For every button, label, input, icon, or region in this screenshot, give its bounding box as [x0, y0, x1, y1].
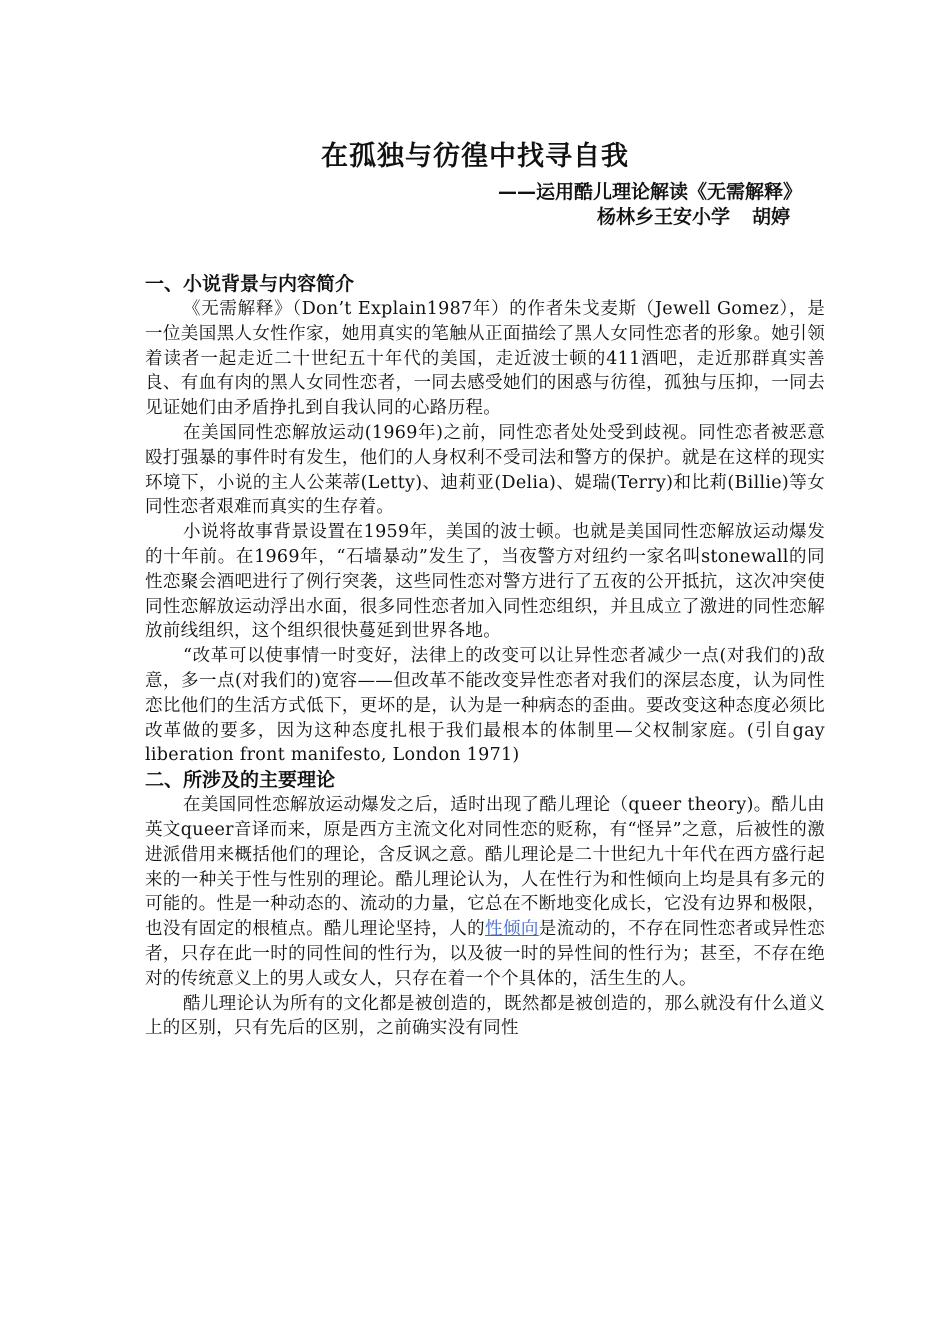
section-heading-1: 一、小说背景与内容简介 [145, 273, 355, 295]
paragraph: 小说将故事背景设置在1959年，美国的波士顿。也就是美国同性恋解放运动爆发的十年前。在1969年，“石墙暴动”发生了，当夜警方对纽约一家名叫stonewall的同性恋聚会酒吧进行了例行突袭，这些同性恋对警方进行了五夜的公开抵抗，这次冲突使同性恋解放运动浮出水面，很多同性恋者加入同性恋组织，并且成立了激进的同性恋解放前线组织，这个组织很快蔓延到世界各地。 [145, 522, 825, 642]
paragraph: “改革可以使事情一时变好，法律上的改变可以让异性恋者减少一点(对我们的)敌意，多一点(对我们的)宽容——但改革不能改变异性恋者对我们的深层态度，认为同性恋比他们的生活方式低下，更坏的是，认为是一种病态的歪曲。要改变这种态度必须比改革做的要多，因为这种态度扎根于我们最根本的体制里—父权制家庭。(引自gay liberation front manifesto, London 1971) [145, 646, 825, 766]
paragraph: 酷儿理论认为所有的文化都是被创造的，既然都是被创造的，那么就没有什么道义上的区别，只有先后的区别，之前确实没有同性 [145, 993, 825, 1039]
paragraph-text: 是流动的，不存在同性恋者或异性恋者，只存在此一时的同性间的性行为，以及彼一时的异性间的性行为；甚至，不存在绝对的传统意义上的男人或女人，只存在着一个个具体的，活生生的人。 [145, 919, 825, 989]
sexual-orientation-link[interactable]: 性倾向 [485, 919, 539, 940]
author-school: 杨林乡王安小学 [596, 206, 730, 228]
section-heading-2: 二、所涉及的主要理论 [145, 769, 336, 792]
paragraph-text: 在美国同性恋解放运动爆发之后，适时出现了酷儿理论（queer theory)。酷儿由英文queer音译而来，原是西方主流文化对同性恋的贬称，有“怪异”之意，后被性的激进派借用来概括他们的理论，含反讽之意。酷儿理论是二十世纪九十年代在西方盛行起来的一种关于性与性别的理论。酷儿理论认为，人在性行为和性倾向上均是具有多元的可能的。性是一种动态的、流动的力量，它总在不断地变化成长，它没有边界和极限，也没有固定的根植点。酷儿理论坚持，人的 [145, 795, 825, 940]
paragraph: 在美国同性恋解放运动(1969年)之前，同性恋者处处受到歧视。同性恋者被恶意殴打强暴的事件时有发生，他们的人身权利不受司法和警方的保护。就是在这样的现实环境下，小说的主人公莱蒂(Letty)、迪莉亚(Delia)、媞瑞(Terry)和比莉(Billie)等女同性恋者艰难而真实的生存着。 [145, 422, 825, 518]
paragraph-with-link [145, 793, 825, 991]
document-subtitle: ——运用酷儿理论解读《无需解释》 [497, 181, 802, 203]
document-body [145, 272, 825, 1041]
author-line [597, 202, 790, 229]
document-title: 在孤独与彷徨中找寻自我 [321, 141, 629, 172]
paragraph: 《无需解释》（Don’t Explain1987年）的作者朱戈麦斯（Jewell Gomez），是 一位美国黑人女性作家，她用真实的笔触从正面描绘了黑人女同性恋者的形象。她引领着读者一起走近二十世纪五十年代的美国，走近波士顿的411酒吧，走近那群真实善良、有血有肉的黑人女同性恋者，一同去感受她们的困惑与彷徨，孤独与压抑，一同去见证她们由矛盾挣扎到自我认同的心路历程。 [145, 299, 825, 419]
author-name: 胡婷 [751, 206, 790, 228]
